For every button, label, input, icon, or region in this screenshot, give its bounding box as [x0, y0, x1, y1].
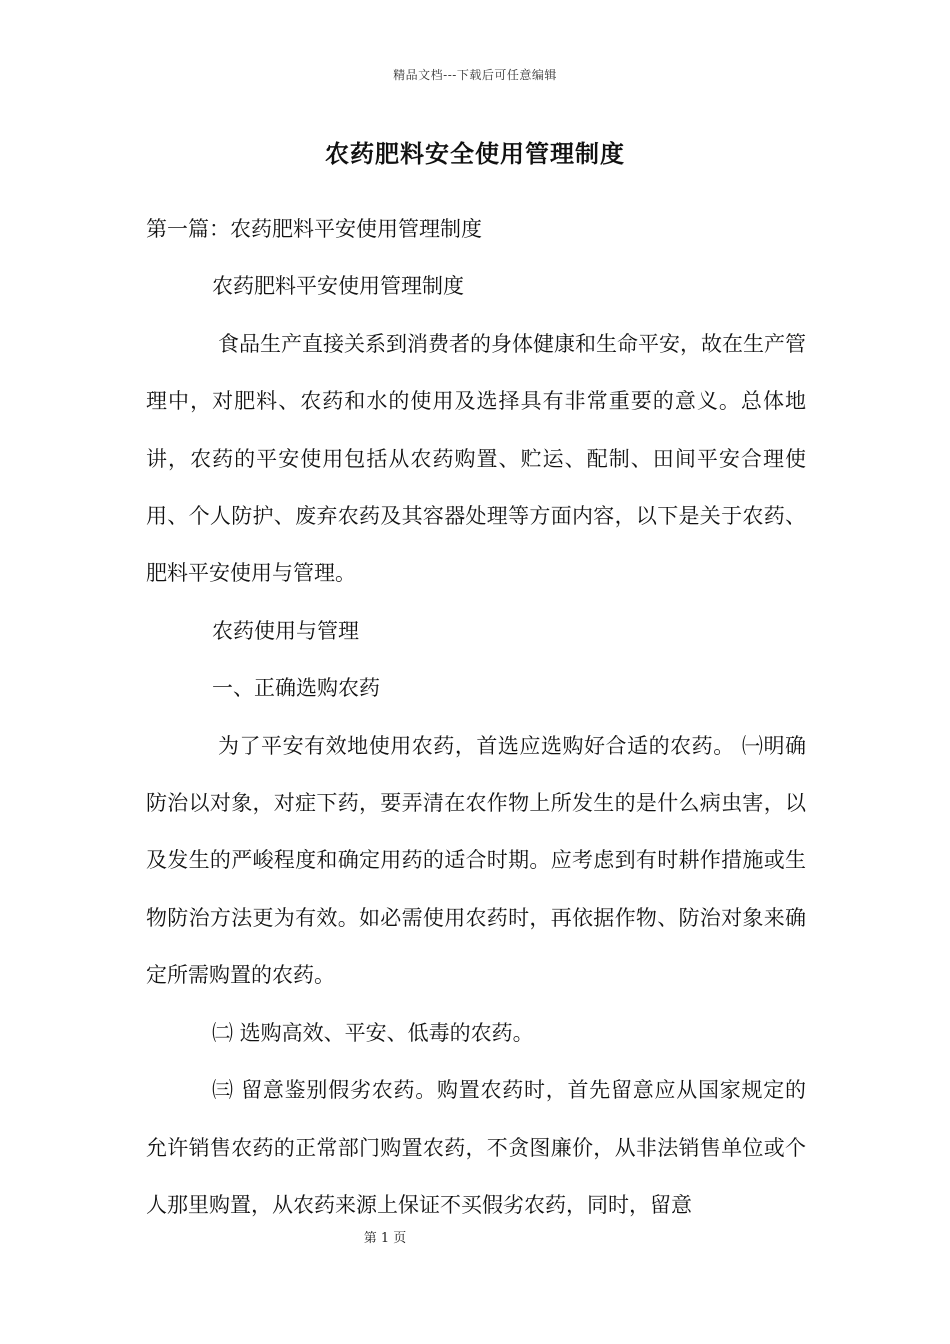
document-title: 农药肥料安全使用管理制度 — [325, 139, 625, 168]
subsection-heading: 农药使用与管理 — [212, 618, 359, 643]
body-paragraph: 为了平安有效地使用农药，首选应选购好合适的农药。 ㈠明确防治以对象，对症下药，要弄清在农作物上所发生的是什么病虫害，以及发生的严峻程度和确定用药的适合时期。应考虑到有时耕作措施或生物防治方法更为有效。如必需使用农药时，再依据作物、防治对象来确定所需购置的农药。 — [146, 733, 806, 988]
list-item: ㈡ 选购高效、平安、低毒的农药。 — [212, 1020, 534, 1045]
intro-paragraph: 食品生产直接关系到消费者的身体健康和生命平安，故在生产管理中，对肥料、农药和水的使用及选择具有非常重要的意义。总体地讲，农药的平安使用包括从农药购置、贮运、配制、田间平安合理使用、个人防护、废弃农药及其容器处理等方面内容，以下是关于农药、肥料平安使用与管理。 — [146, 331, 806, 586]
page-number: 第 1 页 — [363, 1231, 407, 1246]
document-body — [146, 201, 806, 1234]
header-note: 精品文档---下载后可任意编辑 — [393, 68, 557, 82]
section-heading: 第一篇：农药肥料平安使用管理制度 — [146, 217, 482, 241]
numbered-heading: 一、正确选购农药 — [212, 676, 380, 701]
subtitle-paragraph: 农药肥料平安使用管理制度 — [212, 274, 464, 299]
list-item: ㈢ 留意鉴别假劣农药。购置农药时，首先留意应从国家规定的允许销售农药的正常部门购置农药，不贪图廉价，从非法销售单位或个人那里购置，从农药来源上保证不买假劣农药，同时，留意 — [146, 1078, 806, 1217]
